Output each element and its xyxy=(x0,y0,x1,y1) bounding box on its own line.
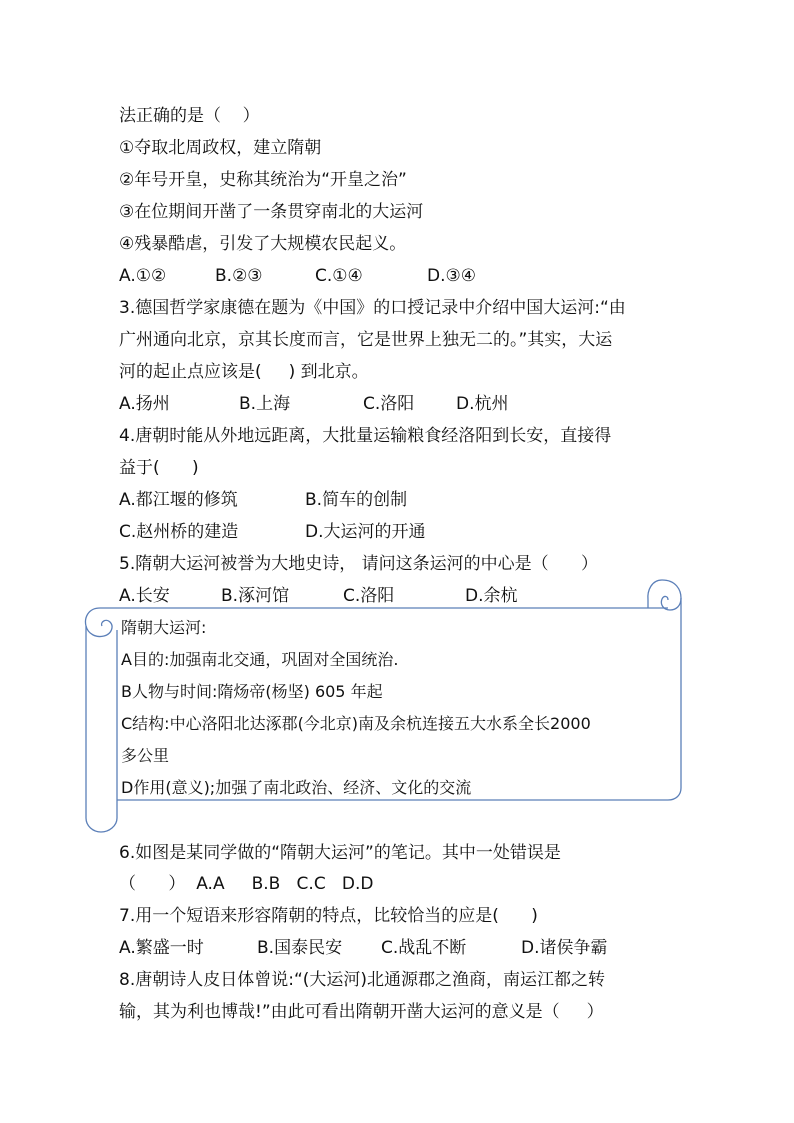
note-line-d: D作用(意义);加强了南北政治、经济、文化的交流 xyxy=(121,778,472,797)
q4-line-2: 益于( ) xyxy=(119,458,199,478)
note-line-c-cont: 多公里 xyxy=(121,746,170,765)
q2-option-c: C.①④ xyxy=(315,266,363,286)
q3-option-c: C.洛阳 xyxy=(363,394,415,414)
q7-option-d: D.诸侯争霸 xyxy=(521,938,608,958)
q2-stem-tail: 法正确的是（ ） xyxy=(119,106,260,126)
q2-option-b: B.②③ xyxy=(215,266,263,286)
q3-option-b: B.上海 xyxy=(239,394,291,414)
q3-option-a: A.扬州 xyxy=(119,394,170,414)
note-line-a: A目的:加强南北交通，巩固对全国统治. xyxy=(121,650,399,669)
q8-line-1: 8.唐朝诗人皮日体曾说:“(大运河)北通源郡之渔商，南运江都之转 xyxy=(119,970,606,990)
q3-line-2: 广州通向北京，京其长度而言，它是世界上独无二的。”其实，大运 xyxy=(119,330,613,350)
q4-option-c: C.赵州桥的建造 xyxy=(119,522,239,542)
q3-option-d: D.杭州 xyxy=(456,394,509,414)
q6-stem: 6.如图是某同学做的“隋朝大运河”的笔记。其中一处错误是 xyxy=(119,843,561,863)
q2-item-3: ③在位期间开凿了一条贯穿南北的大运河 xyxy=(119,202,424,222)
q4-option-b: B.简车的创制 xyxy=(305,490,408,510)
q2-item-2: ②年号开皇，史称其统治为“开皇之治” xyxy=(119,170,407,190)
q2-option-d: D.③④ xyxy=(427,266,476,286)
q5-option-a: A.长安 xyxy=(119,586,170,606)
q4-option-a: A.都江堰的修筑 xyxy=(119,490,238,510)
q5-stem: 5.隋朝大运河被誉为大地史诗， 请问这条运河的中心是（ ） xyxy=(119,554,599,574)
q2-item-4: ④残暴酷虐，引发了大规模农民起义。 xyxy=(119,234,407,254)
q4-option-d: D.大运河的开通 xyxy=(305,522,426,542)
q4-line-1: 4.唐朝时能从外地远距离，大批量运输粮食经洛阳到长安，直接得 xyxy=(119,426,612,446)
q7-option-c: C.战乱不断 xyxy=(381,938,467,958)
q3-line-1: 3.德国哲学家康德在题为《中国》的口授记录中介绍中国大运河:“由 xyxy=(119,298,626,318)
note-line-b: B人物与时间:隋炀帝(杨坚) 605 年起 xyxy=(121,682,383,701)
q7-option-b: B.国泰民安 xyxy=(257,938,343,958)
q2-option-a: A.①② xyxy=(119,266,167,286)
note-line-c: C结构:中心洛阳北达涿郡(今北京)南及余杭连接五大水系全长2000 xyxy=(121,714,591,733)
q8-line-2: 输，其为利也博哉!”由此可看出隋朝开凿大运河的意义是（ ） xyxy=(119,1002,604,1022)
q7-option-a: A.繁盛一时 xyxy=(119,938,204,958)
q5-option-c: C.洛阳 xyxy=(343,586,395,606)
note-title: 隋朝大运河: xyxy=(121,618,207,637)
q7-stem: 7.用一个短语来形容隋朝的特点，比较恰当的应是( ) xyxy=(119,906,538,926)
q6-answer-line: （ ） A.A B.B C.C D.D xyxy=(119,874,374,894)
q2-item-1: ①夺取北周政权，建立隋朝 xyxy=(119,138,322,158)
q3-line-3: 河的起止点应该是( ) 到北京。 xyxy=(119,362,369,382)
q5-option-b: B.涿河馆 xyxy=(221,586,290,606)
q5-option-d: D.余杭 xyxy=(465,586,518,606)
